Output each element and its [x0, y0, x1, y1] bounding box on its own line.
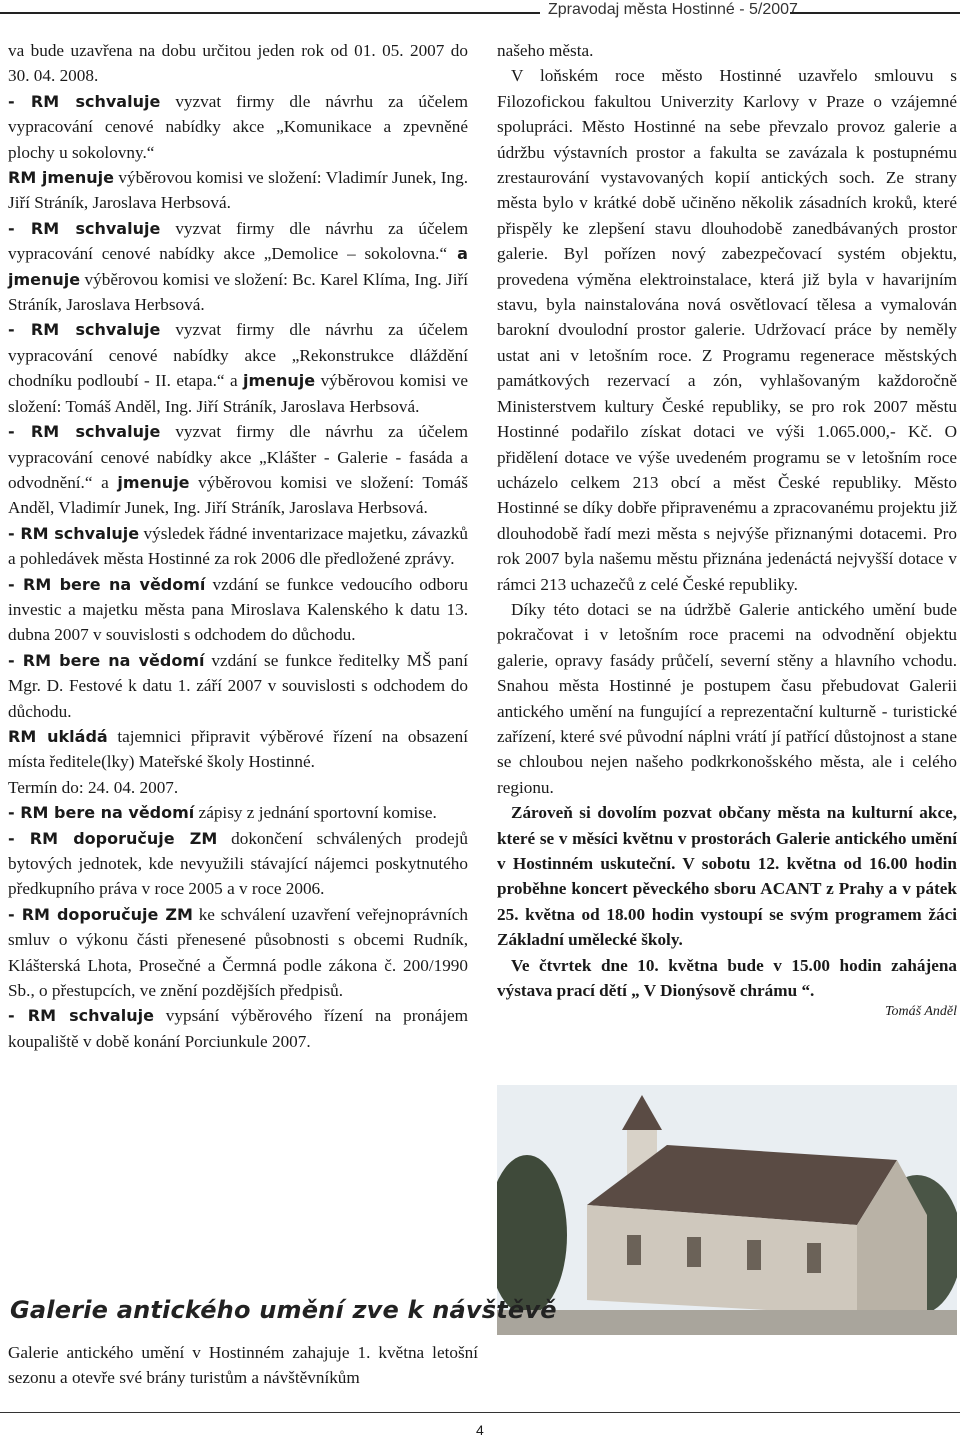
exhibition-paragraph: Ve čtvrtek dne 10. května bude v 15.00 hodin zahájena výstava prací dětí „ V Dionýsově chrámu “.: [497, 955, 957, 1001]
keyword: - RM schvaluje: [8, 523, 140, 543]
paragraph-text: vyzvat firmy dle návrhu za účelem vypracování cenové nabídky akce „Rekonstrukce dláždění chodníku podloubí - II. etapa.“ a: [8, 320, 468, 391]
keyword: - RM schvaluje: [8, 320, 161, 340]
paragraph: našeho města.: [497, 41, 594, 60]
keyword: jmenuje: [117, 472, 190, 492]
paragraph: V loňském roce město Hostinné uzavřelo smlouvu s Filozofickou fakultou Univerzity Karlovy v Praze o vzájemné spolupráci. Město Hostinné na sebe převzalo provoz galerie a údržbu výstavních prostor a fakulta se zavázala k postupnému zrestaurování vystavovaných kopií antických soch. Ze strany města bylo v krátké době učiněno několik zásadních kroků, které přispěly ke zlepšení stavu dlouhodobě zanedbávaných prostor galerie. Byl pořízen nový zabezpečovací systém objektu, provedena výměna elektroinstalace, která již byla v havarijním stavu, byla nainstalována nová osvětlovací tělesa a vymalován barokní dvoulodní prostor galerie. Udržovací práce by neměly ustat ani v letošním roce. Z Programu regenerace městských památkových rezervací a zón, vyhlašovaným každoročně Ministerstvem kultury České republiky, se pro rok 2007 městu Hostinné podařilo získat dotaci ve výši 1.065.000,- Kč. O přidělení dotace ve výše uvedeném programu se v letošním roce ucházelo celkem 213 obcí a měst České republiky. Město Hostinné se díky dobře připravenému a zpracovanému projektu již dlouhodobě řadí mezi města s nejvýše přiznanými dotacemi. Pro rok 2007 byla našemu městu přiznána jedenáctá nejvyšší dotace v rámci 213 uchazečů z celé České republiky.: [497, 66, 957, 594]
paragraph: [8, 800, 468, 825]
paragraph-text: výsledek řádné inventarizace majetku, závazků a pohledávek města Hostinné za rok 2006 dle předložené zprávy.: [8, 523, 469, 569]
paragraph-text: vyzvat firmy dle návrhu za účelem vypracování cenové nabídky akce „Demolice – sokolovna.“: [8, 218, 468, 264]
keyword: jmenuje: [243, 371, 316, 391]
invitation-paragraph: Zároveň si dovolím pozvat občany města na kulturní akce, které se v měsíci květnu v prostorách Galerie antického umění v Hostinném uskuteční. V sobotu 12. května od 16.00 hodin proběhne koncert pěveckého sboru ACANT z Prahy a v pátek 25. května od 18.00 hodin vystoupí se svým programem žáci Základní umělecké školy.: [497, 803, 957, 950]
section-text: Galerie antického umění v Hostinném zahajuje 1. května letošní sezonu a otevře své brány turistům a návštěvníkům: [8, 1343, 478, 1388]
paragraph-text: vzdání se funkce ředitelky MŠ paní Mgr. D. Festové k datu 1. září 2007 v souvislosti s odchodem do důchodu.: [8, 650, 469, 721]
newsletter-title: Zpravodaj města Hostinné - 5/2007: [548, 1, 798, 18]
paragraph-text: tajemnici připravit výběrové řízení na obsazení místa ředitele(lky) Mateřské školy Hostinné.: [8, 726, 469, 772]
keyword: RM jmenuje: [8, 168, 115, 188]
section-title: Galerie antického umění zve k návštěvě: [10, 1296, 557, 1324]
paragraph-text: vypsání výběrového řízení na pronájem koupaliště v době konání Porciunkule 2007.: [8, 1006, 469, 1051]
paragraph-text: vyzvat firmy dle návrhu za účelem vypracování cenové nabídky akce „Klášter - Galerie - fasáda a odvodnění.“ a: [8, 422, 468, 492]
paragraph: [8, 521, 468, 572]
keyword: - RM schvaluje: [8, 1006, 154, 1026]
left-column: [8, 38, 468, 1054]
paragraph: [8, 648, 468, 724]
paragraph-text: dokončení schválených prodejů bytových jednotek, kde nevyužili stávající nájemci poskytnutého předkupního práva v roce 2005 a v roce 2006.: [8, 828, 468, 899]
paragraph: [8, 826, 468, 902]
paragraph: Termín do: 24. 04. 2007.: [8, 777, 179, 797]
paragraph: [8, 724, 468, 775]
right-column: [497, 38, 957, 1021]
keyword: - RM bere na vědomí: [8, 803, 195, 823]
keyword: - RM doporučuje ZM: [8, 828, 218, 848]
header-rule: [790, 12, 960, 14]
page-header: [0, 0, 960, 24]
paragraph: [8, 902, 468, 1004]
paragraph: [8, 1003, 468, 1054]
keyword: RM ukládá: [8, 726, 108, 746]
church-photo-icon: [497, 1085, 957, 1335]
paragraph: [8, 419, 468, 521]
paragraph-text: zápisy z jednání sportovní komise.: [194, 803, 437, 823]
church-photo: [497, 1085, 957, 1335]
paragraph: va bude uzavřena na dobu určitou jeden rok od 01. 05. 2007 do 30. 04. 2008.: [8, 41, 468, 86]
paragraph: [8, 317, 468, 419]
paragraph: [8, 216, 468, 318]
header-rule: [0, 12, 540, 14]
keyword: - RM schvaluje: [8, 422, 161, 442]
paragraph-text: výběrovou komisi ve složení: Vladimír Junek, Ing. Jiří Stráník, Jaroslava Herbsová.: [8, 168, 469, 213]
footer-rule: [0, 1412, 960, 1413]
paragraph-text: výběrovou komisi ve složení: Tomáš Anděl, Vladimír Junek, Ing. Jiří Stráník, Jaroslava Herbsová.: [8, 472, 468, 518]
keyword: a jmenuje: [8, 244, 468, 289]
paragraph-text: vyzvat firmy dle návrhu za účelem vypracování cenové nabídky akce „Komunikace a zpevněné plochy u sokolovny.“: [8, 91, 468, 162]
page-number: 4: [476, 1422, 484, 1438]
keyword: - RM doporučuje ZM: [8, 904, 193, 924]
keyword: - RM bere na vědomí: [8, 574, 206, 594]
paragraph-text: výběrovou komisi ve složení: Tomáš Anděl, Ing. Jiří Stráník, Jaroslava Herbsová.: [8, 371, 468, 416]
keyword: - RM schvaluje: [8, 91, 161, 111]
keyword: - RM bere na vědomí: [8, 650, 205, 670]
author-signature: Tomáš Anděl: [885, 1004, 957, 1020]
paragraph: Díky této dotaci se na údržbě Galerie antického umění bude pokračovat i v letošním roce pracemi na odvodnění objektu galerie, opravy fasády průčelí, severní stěny a hlavního vchodu. Snahou města Hostinné je postupem času přebudovat Galerii antického umění na fungující a reprezentační kulturně - turistické zařízení, které své původní náplni vrátí jí patřící důstojnost a stane se chloubou nejen našeho podkrkonošského města, ale i celého regionu.: [497, 599, 957, 797]
paragraph: [8, 165, 468, 216]
paragraph: [8, 572, 468, 648]
paragraph-text: vzdání se funkce vedoucího odboru investic a majetku města pana Miroslava Kalenského k datu 13. dubna 2007 v souvislosti s odchodem do důchodu.: [8, 574, 469, 645]
paragraph-text: ke schválení uzavření veřejnoprávních smluv o výkonu části přenesené působnosti s obcemi Rudník, Klášterská Lhota, Prosečné a Čermná podle zákona č. 200/1990 Sb., o přestupcích, ve znění pozdějších předpisů.: [8, 904, 468, 1001]
paragraph-text: výběrovou komisi ve složení: Bc. Karel Klíma, Ing. Jiří Stráník, Jaroslava Herbsová.: [8, 269, 468, 315]
keyword: - RM schvaluje: [8, 218, 161, 238]
paragraph: [8, 89, 468, 165]
